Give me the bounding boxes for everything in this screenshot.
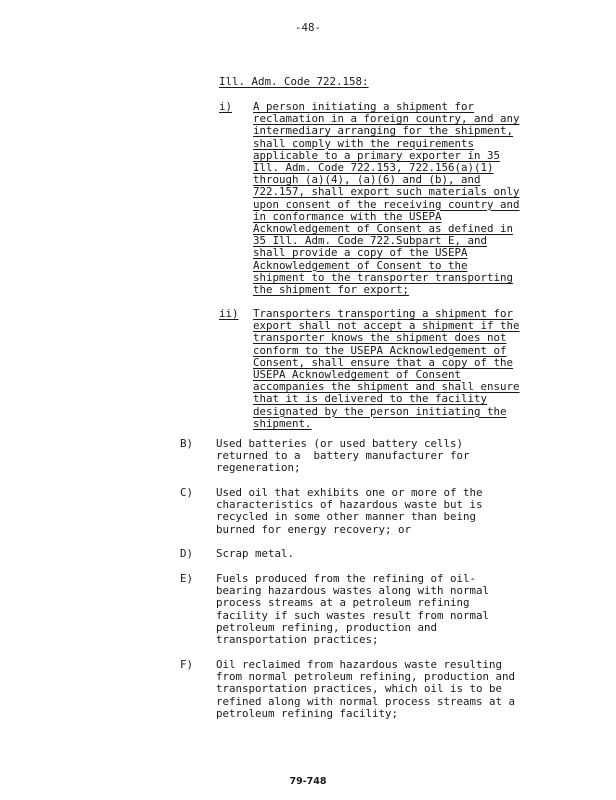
item-d-line: Scrap metal. [216,547,295,560]
item-i-line: in conformance with the USEPA [253,209,442,223]
item-f-line: refined along with normal process streams at a [216,694,516,708]
item-f-label: F) [180,658,194,671]
item-i-line: 35 Ill. Adm. Code 722.Subpart E, and [253,234,488,248]
item-e-line: transportation practices; [216,633,379,647]
item-i-line: shall comply with the requirements [253,136,475,150]
item-ii-line: USEPA Acknowledgement of Consent [253,368,462,382]
item-i-line: applicable to a primary exporter in 35 [253,148,501,162]
item-b-text [216,438,470,475]
item-c-line: characteristics of hazardous waste but is [216,498,483,512]
item-i-line: shipment to the transporter transporting [253,270,514,284]
item-e-line: bearing hazardous wastes along with normal [216,584,490,598]
item-i-label: i) [219,100,233,113]
item-i-text [253,101,520,296]
item-ii-line: transporter knows the shipment does not [253,331,507,345]
item-ii-line: designated by the person initiating the [253,404,507,418]
footer-code: 79-748 [289,776,327,787]
item-f-line: from normal petroleum refining, production and [216,670,516,684]
item-ii-line: Transporters transporting a shipment for [253,307,514,320]
item-i-line: reclamation in a foreign country, and any [253,112,520,126]
item-e-line: petroleum refining, production and [216,620,438,634]
item-e-line: process streams at a petroleum refining [216,596,470,610]
item-c-text [216,487,483,536]
item-f-line: Oil reclaimed from hazardous waste resulting [216,658,503,671]
item-i-line: A person initiating a shipment for [253,100,475,113]
intro-line: Ill. Adm. Code 722.158: [219,75,369,88]
item-ii-line: Consent, shall ensure that a copy of the [253,355,514,369]
item-ii-line: conform to the USEPA Acknowledgement of [253,343,507,357]
item-ii-line: export shall not accept a shipment if the [253,319,520,333]
item-b-line: Used batteries (or used battery cells) [216,437,464,450]
item-f-text [216,659,515,720]
item-f-line: petroleum refining facility; [216,706,399,720]
item-e-label: E) [180,572,194,585]
item-i-line: the shipment for export; [253,283,410,297]
item-i-line: 722.157, shall export such materials only [253,185,520,199]
item-ii-line: that it is delivered to the facility [253,392,488,406]
item-b-line: regeneration; [216,461,301,475]
item-b-line: returned to a battery manufacturer for [216,449,470,463]
item-e-line: Fuels produced from the refining of oil- [216,572,477,585]
item-i-line: Ill. Adm. Code 722.153, 722.156(a)(1) [253,161,494,175]
item-i-line: shall provide a copy of the USEPA [253,246,468,260]
item-ii-text [253,308,520,430]
item-c-line: Used oil that exhibits one or more of the [216,486,483,499]
item-d-text [216,548,294,560]
item-ii-line: shipment. [253,416,312,430]
item-f-line: transportation practices, which oil is to be [216,682,503,696]
item-i-line: Acknowledgement of Consent to the [253,258,468,272]
item-ii-line: accompanies the shipment and shall ensure [253,380,520,394]
item-i-line: upon consent of the receiving country and [253,197,520,211]
item-e-line: facility if such wastes result from normal [216,608,490,622]
item-e-text [216,573,489,646]
item-d-label: D) [180,547,194,560]
item-i-line: intermediary arranging for the shipment, [253,124,514,138]
page-number: -48- [294,21,321,34]
item-b-label: B) [180,437,194,450]
item-ii-label: ii) [219,307,239,320]
item-c-label: C) [180,486,194,499]
item-i-line: through (a)(4), (a)(6) and (b), and [253,173,481,187]
item-c-line: burned for energy recovery; or [216,522,412,536]
item-i-line: Acknowledgement of Consent as defined in [253,222,514,236]
item-c-line: recycled in some other manner than being [216,510,477,524]
